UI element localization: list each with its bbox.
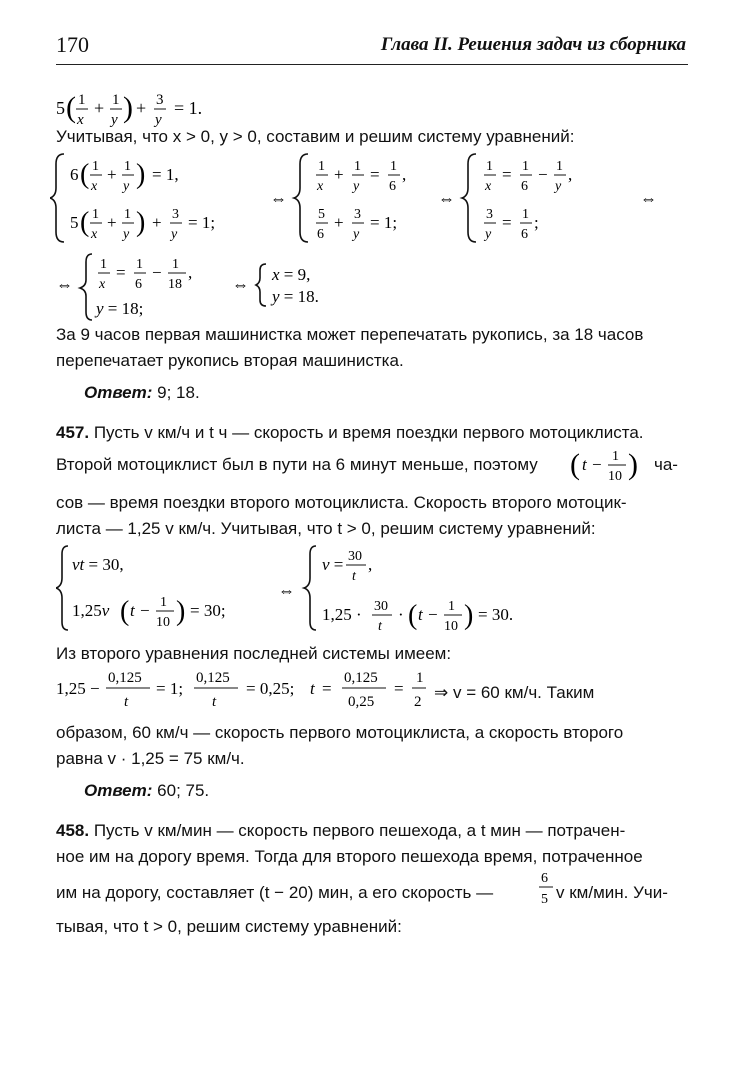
- p458-line4: тывая, что t > 0, решим систему уравнений:: [56, 917, 402, 936]
- svg-text:= 30;: = 30;: [190, 601, 226, 620]
- svg-text:1: 1: [556, 159, 563, 174]
- svg-text:⇔: ⇔: [270, 189, 287, 208]
- svg-text:30: 30: [348, 549, 362, 564]
- p456-intro: Учитывая, что x > 0, y > 0, составим и решим систему уравнений:: [56, 127, 575, 146]
- svg-text:x: x: [77, 112, 84, 128]
- p457-line8: равна v · 1,25 = 75 км/ч.: [56, 749, 245, 768]
- svg-text:y: y: [123, 227, 130, 242]
- p457-line7: образом, 60 км/ч — скорость первого мотоциклиста, а скорость второго: [56, 723, 624, 742]
- svg-text:(: (: [570, 448, 580, 481]
- svg-text:,: ,: [368, 555, 373, 574]
- svg-text:=: =: [116, 263, 126, 282]
- p457-line1: [56, 420, 644, 446]
- svg-text:6: 6: [70, 165, 79, 184]
- svg-text:−: −: [140, 601, 150, 620]
- svg-text:t: t: [130, 601, 135, 620]
- svg-text:+: +: [107, 165, 117, 184]
- svg-text:vt = 30,: vt = 30,: [72, 555, 124, 574]
- p456-systems-row2: [56, 250, 416, 329]
- svg-text:+: +: [334, 213, 344, 232]
- p457-fraction-render: [570, 440, 650, 490]
- svg-text:,: ,: [402, 165, 407, 184]
- p458-line1: [56, 818, 625, 844]
- svg-text:y: y: [155, 112, 162, 128]
- p458-fraction-render: [538, 866, 556, 912]
- svg-text:(: (: [80, 159, 90, 190]
- p457-system: [56, 540, 616, 645]
- svg-text:10: 10: [444, 619, 458, 634]
- svg-text:=: =: [370, 165, 380, 184]
- svg-text:−: −: [152, 263, 162, 282]
- svg-text:1: 1: [136, 257, 143, 272]
- svg-text:): ): [464, 600, 474, 631]
- svg-text:1: 1: [448, 599, 455, 614]
- svg-text:2: 2: [414, 694, 422, 710]
- svg-text:+: +: [107, 213, 117, 232]
- svg-text:=: =: [502, 165, 512, 184]
- svg-text:(: (: [408, 600, 418, 631]
- svg-text:5: 5: [56, 98, 65, 118]
- svg-text:,: ,: [568, 165, 573, 184]
- svg-text:0,125: 0,125: [108, 670, 142, 686]
- p457-answer: [84, 781, 209, 801]
- svg-text:1,25 ·: 1,25 ·: [322, 605, 362, 624]
- problem-number: 458.: [56, 821, 90, 840]
- p458-line3: им на дорогу, составляет (t − 20) мин, а его скорость —: [56, 883, 494, 902]
- svg-text:y: y: [171, 227, 178, 242]
- svg-text:3: 3: [354, 207, 361, 222]
- svg-text:v =: v =: [322, 555, 344, 574]
- svg-text:=: =: [322, 679, 332, 698]
- svg-text:1: 1: [92, 207, 99, 222]
- svg-text:3: 3: [172, 207, 179, 222]
- svg-text:t: t: [212, 694, 217, 710]
- svg-text:6: 6: [541, 871, 548, 886]
- p458-fraction: [538, 866, 556, 917]
- svg-text:t: t: [378, 619, 382, 634]
- svg-text:10: 10: [156, 615, 170, 630]
- p457-line3: сов — время поездки второго мотоциклиста. Скорость второго мотоцик-: [56, 493, 627, 512]
- svg-text:y: y: [555, 179, 562, 194]
- chapter-title: Глава II. Решения задач из сборника: [380, 34, 686, 55]
- p457-line4: листа — 1,25 v км/ч. Учитывая, что t > 0, решим систему уравнений:: [56, 519, 596, 538]
- svg-text:(: (: [80, 207, 90, 238]
- svg-text:t: t: [418, 605, 423, 624]
- svg-text:= 0,25;: = 0,25;: [246, 679, 295, 698]
- svg-text:30: 30: [374, 599, 388, 614]
- svg-text:,: ,: [188, 263, 193, 282]
- svg-text:6: 6: [521, 179, 528, 194]
- svg-text:+: +: [152, 213, 162, 232]
- svg-text:1: 1: [112, 92, 120, 108]
- svg-text:y: y: [123, 179, 130, 194]
- svg-text:⇔: ⇔: [232, 275, 249, 294]
- svg-text:(: (: [66, 91, 76, 124]
- svg-text:= 1,: = 1,: [152, 165, 179, 184]
- p458-line3-tail: v км/мин. Учи-: [556, 883, 668, 902]
- svg-text:): ): [123, 91, 133, 124]
- p457-system-render: [56, 540, 616, 640]
- svg-text:⇔: ⇔: [56, 275, 73, 294]
- svg-text:1,25v: 1,25v: [72, 601, 110, 620]
- svg-text:3: 3: [156, 92, 164, 108]
- svg-text:5: 5: [541, 892, 548, 907]
- svg-text:1: 1: [612, 449, 619, 464]
- p456-answer: [84, 383, 200, 403]
- svg-text:6: 6: [317, 227, 324, 242]
- svg-text:1: 1: [318, 159, 325, 174]
- p457-line2: [56, 452, 538, 478]
- svg-text:x: x: [91, 227, 98, 242]
- p456-systems-row2-render: [56, 250, 416, 324]
- p456-systems-row1: [50, 150, 690, 251]
- svg-text:6: 6: [521, 227, 528, 242]
- p457-line6-tail: ⇒ v = 60 км/ч. Таким: [434, 683, 595, 702]
- p456-systems-row1-render: [50, 150, 690, 246]
- svg-text:−: −: [592, 455, 602, 474]
- svg-text:1: 1: [522, 207, 529, 222]
- svg-text:): ): [176, 596, 186, 627]
- svg-text:1: 1: [78, 92, 86, 108]
- svg-text:18: 18: [168, 277, 182, 292]
- answer-value: 60; 75.: [157, 781, 210, 800]
- svg-text:3: 3: [486, 207, 493, 222]
- svg-text:1: 1: [172, 257, 179, 272]
- p457-line5: Из второго уравнения последней системы имеем:: [56, 644, 452, 663]
- p458-line2: ное им на дорогу время. Тогда для второго пешехода время, потраченное: [56, 847, 643, 866]
- svg-text:t: t: [352, 569, 356, 584]
- p456-conclusion-line1: За 9 часов первая машинистка может перепечатать рукопись, за 18 часов: [56, 325, 644, 344]
- svg-text:t: t: [124, 694, 129, 710]
- svg-text:x: x: [99, 277, 106, 292]
- p458-text: Пусть v км/мин — скорость первого пешехода, а t мин — потрачен-: [93, 821, 626, 840]
- svg-text:): ): [628, 448, 638, 481]
- svg-text:6: 6: [389, 179, 396, 194]
- svg-text:1: 1: [486, 159, 493, 174]
- svg-text:): ): [136, 207, 146, 238]
- svg-text:y = 18.: y = 18.: [272, 287, 319, 306]
- svg-text:x = 9,: x = 9,: [272, 265, 311, 284]
- svg-text:= 1.: = 1.: [174, 98, 203, 118]
- svg-text:= 1;: = 1;: [156, 679, 184, 698]
- p457-text: Пусть v км/ч и t ч — скорость и время поездки первого мотоциклиста.: [93, 423, 644, 442]
- answer-label: Ответ:: [84, 781, 153, 800]
- svg-text:⇔: ⇔: [278, 581, 295, 600]
- svg-text:+: +: [94, 98, 105, 118]
- svg-text:1: 1: [522, 159, 529, 174]
- p457-line2-text: Второй мотоциклист был в пути на 6 минут меньше, поэтому: [56, 455, 538, 474]
- svg-text:5: 5: [70, 213, 79, 232]
- svg-text:x: x: [485, 179, 492, 194]
- svg-text:1: 1: [160, 595, 167, 610]
- svg-text:·: ·: [398, 605, 404, 624]
- svg-text:x: x: [317, 179, 324, 194]
- svg-text:1: 1: [354, 159, 361, 174]
- svg-text:0,25: 0,25: [348, 694, 375, 710]
- svg-text:= 1;: = 1;: [370, 213, 398, 232]
- svg-text:=: =: [502, 213, 512, 232]
- svg-text:1,25 −: 1,25 −: [56, 679, 100, 698]
- svg-text:t: t: [310, 679, 315, 698]
- svg-text:6: 6: [135, 277, 142, 292]
- svg-text:t: t: [582, 455, 587, 474]
- page-number: 170: [56, 32, 89, 57]
- svg-text:1: 1: [124, 207, 131, 222]
- svg-text:1: 1: [390, 159, 397, 174]
- svg-text:−: −: [538, 165, 548, 184]
- svg-text:=: =: [394, 679, 404, 698]
- p457-fraction-expr: [570, 440, 650, 495]
- svg-text:1: 1: [92, 159, 99, 174]
- p457-line2-tail: ча-: [654, 455, 678, 474]
- svg-text:y: y: [485, 227, 492, 242]
- svg-text:y = 18;: y = 18;: [96, 299, 144, 318]
- svg-text:y: y: [353, 179, 360, 194]
- header-rule: [56, 64, 688, 65]
- svg-text:+: +: [136, 98, 147, 118]
- svg-text:y: y: [353, 227, 360, 242]
- svg-text:1: 1: [124, 159, 131, 174]
- svg-text:⇔: ⇔: [438, 189, 455, 208]
- svg-text:): ): [136, 159, 146, 190]
- svg-text:0,125: 0,125: [344, 670, 378, 686]
- svg-text:0,125: 0,125: [196, 670, 230, 686]
- answer-value: 9; 18.: [157, 383, 200, 402]
- svg-text:+: +: [334, 165, 344, 184]
- p456-conclusion-line2: перепечатает рукопись вторая машинистка.: [56, 351, 404, 370]
- answer-label: Ответ:: [84, 383, 153, 402]
- svg-text:= 30.: = 30.: [478, 605, 514, 624]
- svg-text:1: 1: [100, 257, 107, 272]
- svg-text:5: 5: [318, 207, 325, 222]
- svg-text:= 1;: = 1;: [188, 213, 216, 232]
- problem-number: 457.: [56, 423, 90, 442]
- svg-text:⇔: ⇔: [640, 189, 657, 208]
- svg-text:x: x: [91, 179, 98, 194]
- svg-text:−: −: [428, 605, 438, 624]
- svg-text:;: ;: [534, 213, 539, 232]
- svg-text:(: (: [120, 596, 130, 627]
- svg-text:1: 1: [416, 670, 424, 686]
- svg-text:10: 10: [608, 469, 622, 484]
- svg-text:y: y: [111, 112, 118, 128]
